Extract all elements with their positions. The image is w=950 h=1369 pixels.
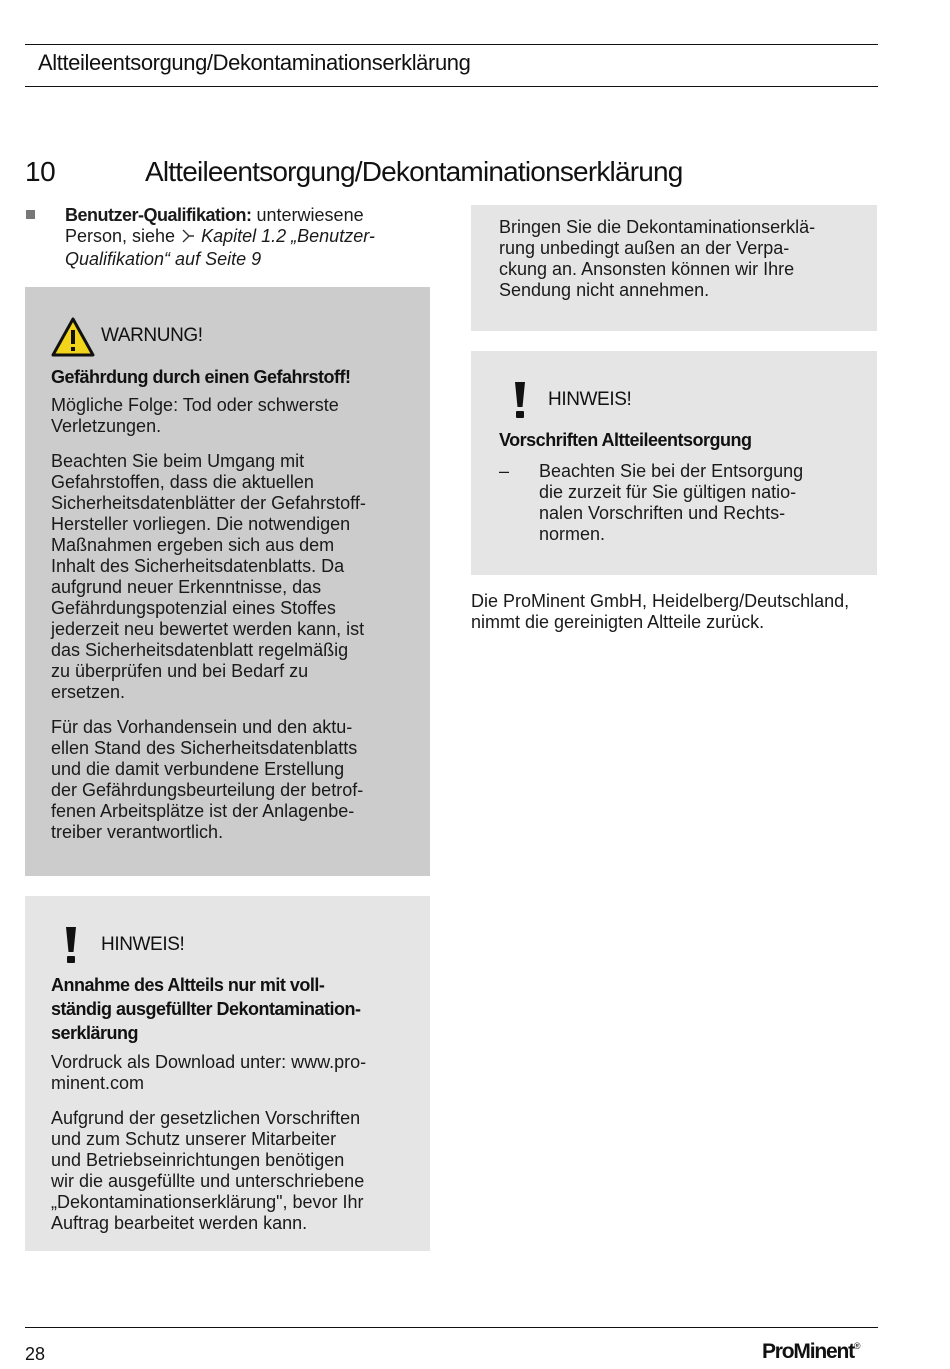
- warning-box: [25, 287, 430, 876]
- notice-text: [51, 1052, 421, 1234]
- notice-box-regulations: [471, 351, 877, 575]
- warning-paragraph: Für das Vorhandensein und den aktu- ellen Stand des Sicherheitsdatenblatts und die damit verbundene Erstellung der Gefährdungsbeurteilung der betrof- fenen Arbeitsplätze ist der Anlagenbe- treiber verantwortlich.: [51, 717, 364, 842]
- notice-dash: –: [499, 461, 510, 481]
- warning-text: [51, 395, 421, 843]
- warning-paragraph: Beachten Sie beim Umgang mit Gefahrstoffen, dass die aktuellen Sicherheitsdatenblätter der Gefahrstoff- Hersteller vorliegen. Die notwendigen Maßnahmen ergeben sich aus dem Inhalt des Sicherheitsdatenblatts. Da aufgrund neuer Erkenntnisse, das Gefährdungspotenzial eines Stoffes jederzeit neu bewertet werden kann, ist das Sicherheitsdatenblatt regelmäßig zu überprüfen und bei Bedarf zu ersetzen.: [51, 451, 366, 702]
- notice-box-download: [25, 896, 430, 1251]
- chapter-number: 10: [25, 156, 56, 187]
- arrow-link-icon: [180, 228, 196, 249]
- page-number: 28: [25, 1344, 46, 1364]
- brand-logo: [762, 1340, 861, 1364]
- footer-rule: [25, 1327, 878, 1328]
- qualification-link[interactable]: Kapitel 1.2 „Benutzer-Qualifikation“ auf Seite 9: [65, 226, 375, 269]
- info-box-text: Bringen Sie die Dekontaminationserklä- rung unbedingt außen an der Verpa- ckung an. Ansonsten können wir Ihre Sendung nicht annehmen.: [499, 217, 816, 300]
- warning-triangle-icon: [51, 317, 95, 362]
- running-header-title: Altteileentsorgung/Dekontaminationserklärung: [38, 50, 471, 75]
- warning-paragraph: Mögliche Folge: Tod oder schwerste Verletzungen.: [51, 395, 339, 436]
- notice-label: HINWEIS!: [101, 934, 185, 955]
- header-rule-bottom: [25, 86, 878, 87]
- notice-paragraph: Aufgrund der gesetzlichen Vorschriften und zum Schutz unserer Mitarbeiter und Betriebseinrichtungen benötigen wir die ausgefüllte und unterschriebene „Dekontaminationserklärung", bevor Ihr Auftrag bearbeitet werden kann.: [51, 1108, 365, 1233]
- notice-paragraph: Vordruck als Download unter: www.pro- minent.com: [51, 1052, 367, 1093]
- qualification-paragraph: [65, 205, 410, 270]
- exclamation-icon: [514, 381, 526, 424]
- qualification-text: unterwiesene Person, siehe: [65, 205, 364, 246]
- qualification-label: Benutzer-Qualifikation:: [65, 205, 252, 225]
- info-box-label-placement: [471, 205, 877, 331]
- warning-heading: Gefährdung durch einen Gefahrstoff!: [51, 367, 351, 387]
- brand-registered-mark: ®: [853, 1341, 861, 1351]
- warning-label: WARNUNG!: [101, 325, 203, 346]
- notice-heading: Vorschriften Altteileentsorgung: [499, 430, 752, 450]
- exclamation-icon: [65, 926, 77, 969]
- notice-list-item: Beachten Sie bei der Entsorgung die zurzeit für Sie gültigen natio- nalen Vorschriften und Rechts- normen.: [539, 461, 804, 544]
- brand-name: ProMinent: [762, 1340, 854, 1363]
- notice-label: HINWEIS!: [548, 389, 632, 410]
- notice-heading: Annahme des Altteils nur mit voll- ständig ausgefüllter Dekontamination- serklärung: [51, 975, 361, 1043]
- closing-paragraph: Die ProMinent GmbH, Heidelberg/Deutschland, nimmt die gereinigten Altteile zurück.: [471, 591, 850, 632]
- chapter-title: Altteileentsorgung/Dekontaminationserklärung: [145, 156, 683, 187]
- header-rule-top: [25, 44, 878, 45]
- bullet-square-icon: [26, 210, 35, 219]
